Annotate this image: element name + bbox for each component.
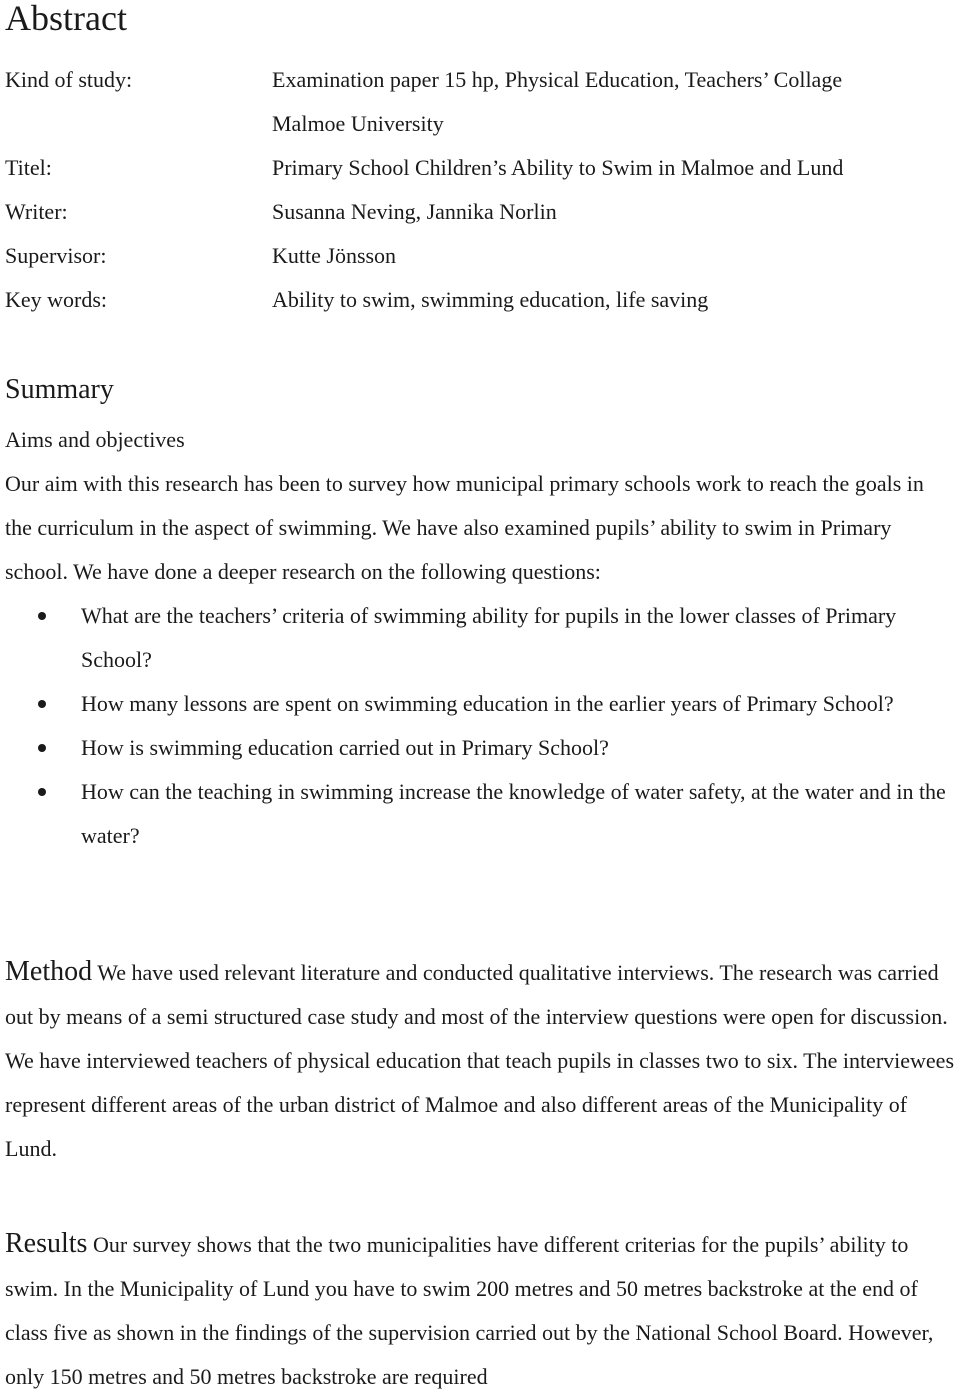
question-text: How is swimming education carried out in Primary School? xyxy=(81,735,609,760)
question-text: How many lessons are spent on swimming education in the earlier years of Primary School? xyxy=(81,691,894,716)
method-paragraph xyxy=(5,950,955,1171)
meta-value: Examination paper 15 hp, Physical Education, Teachers’ Collage xyxy=(272,67,843,92)
list-item xyxy=(0,682,960,726)
bullet-icon xyxy=(38,744,46,752)
abstract-heading: Abstract xyxy=(5,0,127,38)
meta-label: Titel: xyxy=(5,155,52,180)
method-text: We have used relevant literature and conducted qualitative interviews. The research was carried out by means of a semi structured case study and most of the interview questions were open for discussion. We have interviewed teachers of physical education that teach pupils in classes two to six. The interviewees represent different areas of the urban district of Malmoe and also different areas of the Municipality of Lund. xyxy=(5,960,955,1161)
meta-value: Susanna Neving, Jannika Norlin xyxy=(272,199,557,224)
research-questions-list xyxy=(0,594,960,858)
list-item xyxy=(0,726,960,770)
meta-row-supervisor xyxy=(5,234,955,278)
meta-row-key-words xyxy=(5,278,955,322)
meta-label: Kind of study: xyxy=(5,67,133,92)
meta-label: Key words: xyxy=(5,287,108,312)
meta-value: Kutte Jönsson xyxy=(272,243,397,268)
results-heading: Results xyxy=(5,1228,88,1259)
study-metadata xyxy=(5,58,955,322)
list-item xyxy=(0,770,960,858)
results-paragraph xyxy=(5,1222,955,1399)
meta-row-title xyxy=(5,146,955,190)
method-heading: Method xyxy=(5,956,93,987)
aims-paragraph: Our aim with this research has been to survey how municipal primary schools work to reach the goals in the curriculum in the aspect of swimming. We have also examined pupils’ ability to swim in Primary school. We have done a deeper research on the following questions: xyxy=(5,471,924,584)
bullet-icon xyxy=(38,700,46,708)
bullet-icon xyxy=(38,788,46,796)
meta-row-kind-of-study xyxy=(5,58,955,102)
bullet-icon xyxy=(38,612,46,620)
meta-value: Primary School Children’s Ability to Swim in Malmoe and Lund xyxy=(272,155,844,180)
meta-row-university xyxy=(5,102,955,146)
question-text: What are the teachers’ criteria of swimming ability for pupils in the lower classes of Primary School? xyxy=(81,603,897,672)
list-item xyxy=(0,594,960,682)
meta-value: Ability to swim, swimming education, life saving xyxy=(272,287,709,312)
meta-label: Supervisor: xyxy=(5,243,107,268)
meta-label: Writer: xyxy=(5,199,68,224)
meta-value: Malmoe University xyxy=(272,111,444,136)
results-text: Our survey shows that the two municipalities have different criterias for the pupils’ ability to swim. In the Municipality of Lund you have to swim 200 metres and 50 metres backstroke at the end of class five as shown in the findings of the supervision carried out by the National School Board. However, only 150 metres and 50 metres backstroke are required xyxy=(5,1232,934,1389)
aims-heading: Aims and objectives xyxy=(5,427,185,452)
meta-row-writer xyxy=(5,190,955,234)
summary-heading: Summary xyxy=(5,374,114,405)
question-text: How can the teaching in swimming increase the knowledge of water safety, at the water and in the water? xyxy=(81,779,946,848)
